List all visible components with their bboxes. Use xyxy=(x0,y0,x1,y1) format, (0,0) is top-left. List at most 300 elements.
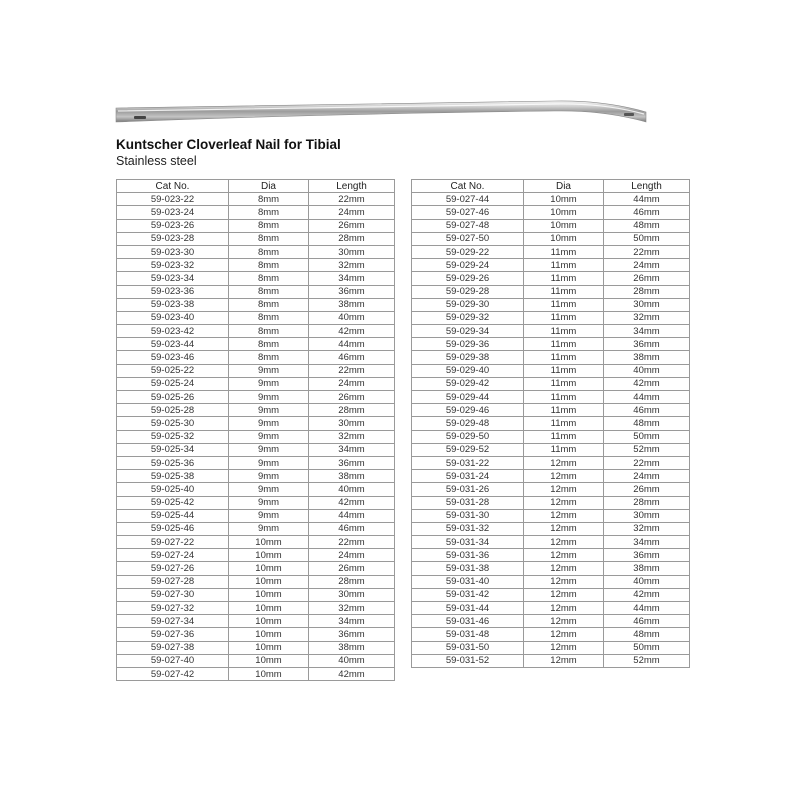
table-row xyxy=(117,193,395,206)
cat-no-cell: 59-023-36 xyxy=(117,285,229,298)
length-cell: 44mm xyxy=(604,391,690,404)
dia-cell: 10mm xyxy=(229,615,309,628)
dia-cell: 10mm xyxy=(229,641,309,654)
table-row xyxy=(117,562,395,575)
length-cell: 46mm xyxy=(604,615,690,628)
table-row xyxy=(117,417,395,430)
length-cell: 46mm xyxy=(309,351,395,364)
cat-no-cell: 59-031-32 xyxy=(412,522,524,535)
dia-cell: 9mm xyxy=(229,417,309,430)
table-row xyxy=(412,404,690,417)
length-cell: 22mm xyxy=(309,364,395,377)
dia-cell: 11mm xyxy=(524,430,604,443)
table-row xyxy=(412,259,690,272)
table-row xyxy=(412,430,690,443)
cat-no-cell: 59-029-46 xyxy=(412,404,524,417)
table-row xyxy=(117,483,395,496)
dia-cell: 11mm xyxy=(524,272,604,285)
header-cat-no: Cat No. xyxy=(117,180,229,193)
table-row xyxy=(117,536,395,549)
table-row xyxy=(117,443,395,456)
table-row xyxy=(412,443,690,456)
length-cell: 38mm xyxy=(604,562,690,575)
length-cell: 42mm xyxy=(309,667,395,680)
dia-cell: 12mm xyxy=(524,470,604,483)
dia-cell: 12mm xyxy=(524,615,604,628)
table-row xyxy=(412,456,690,469)
length-cell: 32mm xyxy=(309,430,395,443)
length-cell: 22mm xyxy=(309,193,395,206)
length-cell: 26mm xyxy=(604,272,690,285)
header-length: Length xyxy=(309,180,395,193)
table-row xyxy=(117,522,395,535)
cat-no-cell: 59-023-34 xyxy=(117,272,229,285)
length-cell: 34mm xyxy=(309,272,395,285)
length-cell: 46mm xyxy=(309,522,395,535)
length-cell: 40mm xyxy=(604,364,690,377)
length-cell: 38mm xyxy=(604,351,690,364)
table-row xyxy=(117,588,395,601)
table-row xyxy=(412,219,690,232)
table-row xyxy=(117,575,395,588)
cat-no-cell: 59-025-22 xyxy=(117,364,229,377)
dia-cell: 9mm xyxy=(229,470,309,483)
cat-no-cell: 59-025-42 xyxy=(117,496,229,509)
cat-no-cell: 59-029-52 xyxy=(412,443,524,456)
dia-cell: 8mm xyxy=(229,272,309,285)
table-row xyxy=(412,641,690,654)
table-row xyxy=(412,509,690,522)
length-cell: 34mm xyxy=(604,325,690,338)
dia-cell: 12mm xyxy=(524,575,604,588)
table-row xyxy=(117,456,395,469)
dia-cell: 8mm xyxy=(229,325,309,338)
cat-no-cell: 59-025-24 xyxy=(117,377,229,390)
table-row xyxy=(117,509,395,522)
length-cell: 40mm xyxy=(604,575,690,588)
length-cell: 26mm xyxy=(309,219,395,232)
length-cell: 42mm xyxy=(604,377,690,390)
table-row xyxy=(117,232,395,245)
cat-no-cell: 59-029-32 xyxy=(412,311,524,324)
length-cell: 22mm xyxy=(309,536,395,549)
length-cell: 36mm xyxy=(604,338,690,351)
table-row xyxy=(412,470,690,483)
cat-no-cell: 59-031-48 xyxy=(412,628,524,641)
cat-no-cell: 59-031-30 xyxy=(412,509,524,522)
dia-cell: 11mm xyxy=(524,417,604,430)
table-row xyxy=(117,206,395,219)
product-material: Stainless steel xyxy=(116,154,197,168)
table-row xyxy=(117,615,395,628)
table-row xyxy=(117,338,395,351)
table-row xyxy=(117,430,395,443)
cat-no-cell: 59-023-40 xyxy=(117,311,229,324)
cat-no-cell: 59-029-38 xyxy=(412,351,524,364)
dia-cell: 10mm xyxy=(524,193,604,206)
dia-cell: 8mm xyxy=(229,311,309,324)
length-cell: 24mm xyxy=(604,259,690,272)
cat-no-cell: 59-023-32 xyxy=(117,259,229,272)
dia-cell: 11mm xyxy=(524,245,604,258)
cat-no-cell: 59-029-44 xyxy=(412,391,524,404)
cat-no-cell: 59-031-44 xyxy=(412,602,524,615)
length-cell: 44mm xyxy=(309,509,395,522)
length-cell: 40mm xyxy=(309,483,395,496)
dia-cell: 11mm xyxy=(524,443,604,456)
length-cell: 48mm xyxy=(604,219,690,232)
cat-no-cell: 59-023-28 xyxy=(117,232,229,245)
cat-no-cell: 59-023-30 xyxy=(117,245,229,258)
cat-no-cell: 59-025-34 xyxy=(117,443,229,456)
dia-cell: 12mm xyxy=(524,549,604,562)
table-row xyxy=(412,338,690,351)
dia-cell: 12mm xyxy=(524,641,604,654)
cat-no-cell: 59-031-28 xyxy=(412,496,524,509)
table-row xyxy=(412,193,690,206)
table-row xyxy=(412,628,690,641)
cat-no-cell: 59-027-50 xyxy=(412,232,524,245)
length-cell: 24mm xyxy=(309,206,395,219)
dia-cell: 12mm xyxy=(524,483,604,496)
table-row xyxy=(412,377,690,390)
table-row xyxy=(117,377,395,390)
header-dia: Dia xyxy=(229,180,309,193)
dia-cell: 8mm xyxy=(229,351,309,364)
cat-no-cell: 59-029-50 xyxy=(412,430,524,443)
dia-cell: 9mm xyxy=(229,391,309,404)
table-row xyxy=(117,285,395,298)
dia-cell: 8mm xyxy=(229,338,309,351)
dia-cell: 12mm xyxy=(524,654,604,667)
length-cell: 24mm xyxy=(309,549,395,562)
cat-no-cell: 59-025-46 xyxy=(117,522,229,535)
dia-cell: 9mm xyxy=(229,456,309,469)
dia-cell: 10mm xyxy=(229,588,309,601)
dia-cell: 12mm xyxy=(524,628,604,641)
cat-no-cell: 59-027-40 xyxy=(117,654,229,667)
dia-cell: 10mm xyxy=(229,602,309,615)
cat-no-cell: 59-025-40 xyxy=(117,483,229,496)
dia-cell: 11mm xyxy=(524,391,604,404)
length-cell: 44mm xyxy=(604,602,690,615)
dia-cell: 10mm xyxy=(229,575,309,588)
cat-no-cell: 59-027-32 xyxy=(117,602,229,615)
dia-cell: 11mm xyxy=(524,351,604,364)
dia-cell: 10mm xyxy=(229,628,309,641)
cat-no-cell: 59-031-22 xyxy=(412,456,524,469)
table-row xyxy=(117,219,395,232)
table-row xyxy=(412,483,690,496)
length-cell: 28mm xyxy=(309,404,395,417)
cat-no-cell: 59-029-26 xyxy=(412,272,524,285)
cat-no-cell: 59-025-36 xyxy=(117,456,229,469)
cat-no-cell: 59-027-36 xyxy=(117,628,229,641)
cat-no-cell: 59-027-48 xyxy=(412,219,524,232)
dia-cell: 9mm xyxy=(229,509,309,522)
table-body xyxy=(412,193,690,668)
length-cell: 30mm xyxy=(604,298,690,311)
dia-cell: 10mm xyxy=(229,562,309,575)
table-row xyxy=(412,311,690,324)
table-row xyxy=(117,654,395,667)
cat-no-cell: 59-031-46 xyxy=(412,615,524,628)
dia-cell: 8mm xyxy=(229,219,309,232)
table-row xyxy=(117,404,395,417)
dia-cell: 12mm xyxy=(524,536,604,549)
dia-cell: 11mm xyxy=(524,298,604,311)
length-cell: 52mm xyxy=(604,654,690,667)
dia-cell: 11mm xyxy=(524,364,604,377)
cat-no-cell: 59-027-44 xyxy=(412,193,524,206)
length-cell: 32mm xyxy=(309,259,395,272)
spec-table-left xyxy=(116,179,395,681)
length-cell: 34mm xyxy=(309,615,395,628)
length-cell: 24mm xyxy=(309,377,395,390)
dia-cell: 10mm xyxy=(229,549,309,562)
length-cell: 36mm xyxy=(309,628,395,641)
cat-no-cell: 59-031-38 xyxy=(412,562,524,575)
length-cell: 26mm xyxy=(604,483,690,496)
dia-cell: 12mm xyxy=(524,509,604,522)
table-row xyxy=(117,311,395,324)
length-cell: 34mm xyxy=(604,536,690,549)
table-row xyxy=(117,496,395,509)
cat-no-cell: 59-027-46 xyxy=(412,206,524,219)
dia-cell: 11mm xyxy=(524,404,604,417)
dia-cell: 12mm xyxy=(524,456,604,469)
header-dia: Dia xyxy=(524,180,604,193)
dia-cell: 11mm xyxy=(524,285,604,298)
length-cell: 30mm xyxy=(604,509,690,522)
table-row xyxy=(412,298,690,311)
length-cell: 42mm xyxy=(604,588,690,601)
cat-no-cell: 59-029-36 xyxy=(412,338,524,351)
cat-no-cell: 59-023-42 xyxy=(117,325,229,338)
dia-cell: 9mm xyxy=(229,404,309,417)
table-header-row xyxy=(412,180,690,193)
length-cell: 24mm xyxy=(604,470,690,483)
length-cell: 34mm xyxy=(309,443,395,456)
cat-no-cell: 59-025-28 xyxy=(117,404,229,417)
cat-no-cell: 59-029-40 xyxy=(412,364,524,377)
kuntscher-nail-image xyxy=(114,96,648,128)
dia-cell: 12mm xyxy=(524,522,604,535)
dia-cell: 10mm xyxy=(229,667,309,680)
spec-table-right xyxy=(411,179,690,668)
table-row xyxy=(117,602,395,615)
cat-no-cell: 59-031-52 xyxy=(412,654,524,667)
dia-cell: 10mm xyxy=(229,536,309,549)
table-row xyxy=(412,588,690,601)
table-row xyxy=(412,364,690,377)
length-cell: 32mm xyxy=(604,311,690,324)
length-cell: 44mm xyxy=(604,193,690,206)
length-cell: 36mm xyxy=(309,285,395,298)
length-cell: 22mm xyxy=(604,245,690,258)
dia-cell: 11mm xyxy=(524,311,604,324)
dia-cell: 9mm xyxy=(229,430,309,443)
length-cell: 28mm xyxy=(309,575,395,588)
table-row xyxy=(117,259,395,272)
cat-no-cell: 59-029-30 xyxy=(412,298,524,311)
cat-no-cell: 59-029-48 xyxy=(412,417,524,430)
dia-cell: 8mm xyxy=(229,245,309,258)
cat-no-cell: 59-029-34 xyxy=(412,325,524,338)
length-cell: 44mm xyxy=(309,338,395,351)
length-cell: 50mm xyxy=(604,232,690,245)
cat-no-cell: 59-025-38 xyxy=(117,470,229,483)
dia-cell: 8mm xyxy=(229,206,309,219)
cat-no-cell: 59-027-30 xyxy=(117,588,229,601)
dia-cell: 10mm xyxy=(524,219,604,232)
length-cell: 28mm xyxy=(309,232,395,245)
table-row xyxy=(117,351,395,364)
dia-cell: 12mm xyxy=(524,496,604,509)
dia-cell: 11mm xyxy=(524,338,604,351)
cat-no-cell: 59-027-34 xyxy=(117,615,229,628)
cat-no-cell: 59-025-32 xyxy=(117,430,229,443)
cat-no-cell: 59-029-22 xyxy=(412,245,524,258)
dia-cell: 8mm xyxy=(229,259,309,272)
table-row xyxy=(117,391,395,404)
dia-cell: 8mm xyxy=(229,193,309,206)
length-cell: 28mm xyxy=(604,496,690,509)
cat-no-cell: 59-027-26 xyxy=(117,562,229,575)
dia-cell: 12mm xyxy=(524,602,604,615)
length-cell: 50mm xyxy=(604,641,690,654)
dia-cell: 11mm xyxy=(524,259,604,272)
cat-no-cell: 59-025-30 xyxy=(117,417,229,430)
table-header-row xyxy=(117,180,395,193)
length-cell: 52mm xyxy=(604,443,690,456)
product-title: Kuntscher Cloverleaf Nail for Tibial xyxy=(116,137,341,152)
dia-cell: 8mm xyxy=(229,298,309,311)
header-cat-no: Cat No. xyxy=(412,180,524,193)
dia-cell: 12mm xyxy=(524,562,604,575)
table-row xyxy=(412,522,690,535)
length-cell: 42mm xyxy=(309,496,395,509)
cat-no-cell: 59-031-24 xyxy=(412,470,524,483)
length-cell: 42mm xyxy=(309,325,395,338)
cat-no-cell: 59-027-42 xyxy=(117,667,229,680)
cat-no-cell: 59-031-26 xyxy=(412,483,524,496)
length-cell: 32mm xyxy=(309,602,395,615)
dia-cell: 9mm xyxy=(229,496,309,509)
table-row xyxy=(117,641,395,654)
length-cell: 26mm xyxy=(309,562,395,575)
length-cell: 38mm xyxy=(309,298,395,311)
dia-cell: 10mm xyxy=(524,232,604,245)
cat-no-cell: 59-029-28 xyxy=(412,285,524,298)
table-row xyxy=(117,298,395,311)
table-row xyxy=(412,351,690,364)
dia-cell: 12mm xyxy=(524,588,604,601)
table-row xyxy=(117,272,395,285)
dia-cell: 10mm xyxy=(524,206,604,219)
cat-no-cell: 59-023-24 xyxy=(117,206,229,219)
cat-no-cell: 59-023-26 xyxy=(117,219,229,232)
cat-no-cell: 59-027-38 xyxy=(117,641,229,654)
dia-cell: 8mm xyxy=(229,232,309,245)
length-cell: 48mm xyxy=(604,628,690,641)
cat-no-cell: 59-029-42 xyxy=(412,377,524,390)
table-body xyxy=(117,193,395,681)
length-cell: 40mm xyxy=(309,654,395,667)
cat-no-cell: 59-023-46 xyxy=(117,351,229,364)
length-cell: 30mm xyxy=(309,588,395,601)
length-cell: 32mm xyxy=(604,522,690,535)
table-row xyxy=(412,654,690,667)
length-cell: 40mm xyxy=(309,311,395,324)
table-row xyxy=(412,536,690,549)
length-cell: 46mm xyxy=(604,404,690,417)
cat-no-cell: 59-029-24 xyxy=(412,259,524,272)
dia-cell: 9mm xyxy=(229,443,309,456)
length-cell: 22mm xyxy=(604,456,690,469)
table-row xyxy=(117,470,395,483)
table-row xyxy=(412,206,690,219)
table-row xyxy=(117,667,395,680)
table-row xyxy=(117,364,395,377)
header-length: Length xyxy=(604,180,690,193)
cat-no-cell: 59-025-44 xyxy=(117,509,229,522)
dia-cell: 11mm xyxy=(524,325,604,338)
cat-no-cell: 59-027-28 xyxy=(117,575,229,588)
length-cell: 48mm xyxy=(604,417,690,430)
table-row xyxy=(412,549,690,562)
table-row xyxy=(412,391,690,404)
table-row xyxy=(412,496,690,509)
dia-cell: 10mm xyxy=(229,654,309,667)
cat-no-cell: 59-027-22 xyxy=(117,536,229,549)
table-row xyxy=(412,417,690,430)
dia-cell: 9mm xyxy=(229,483,309,496)
table-row xyxy=(117,325,395,338)
table-row xyxy=(412,615,690,628)
length-cell: 28mm xyxy=(604,285,690,298)
cat-no-cell: 59-023-22 xyxy=(117,193,229,206)
length-cell: 50mm xyxy=(604,430,690,443)
dia-cell: 9mm xyxy=(229,377,309,390)
cat-no-cell: 59-023-38 xyxy=(117,298,229,311)
table-row xyxy=(117,628,395,641)
table-row xyxy=(412,562,690,575)
cat-no-cell: 59-031-34 xyxy=(412,536,524,549)
table-row xyxy=(412,232,690,245)
dia-cell: 9mm xyxy=(229,364,309,377)
table-row xyxy=(412,285,690,298)
length-cell: 38mm xyxy=(309,470,395,483)
cat-no-cell: 59-031-40 xyxy=(412,575,524,588)
length-cell: 30mm xyxy=(309,417,395,430)
table-row xyxy=(412,575,690,588)
cat-no-cell: 59-031-50 xyxy=(412,641,524,654)
cat-no-cell: 59-023-44 xyxy=(117,338,229,351)
table-row xyxy=(117,549,395,562)
table-row xyxy=(412,245,690,258)
cat-no-cell: 59-027-24 xyxy=(117,549,229,562)
length-cell: 36mm xyxy=(604,549,690,562)
length-cell: 38mm xyxy=(309,641,395,654)
dia-cell: 9mm xyxy=(229,522,309,535)
cat-no-cell: 59-031-36 xyxy=(412,549,524,562)
cat-no-cell: 59-025-26 xyxy=(117,391,229,404)
length-cell: 26mm xyxy=(309,391,395,404)
dia-cell: 11mm xyxy=(524,377,604,390)
length-cell: 46mm xyxy=(604,206,690,219)
table-row xyxy=(412,602,690,615)
